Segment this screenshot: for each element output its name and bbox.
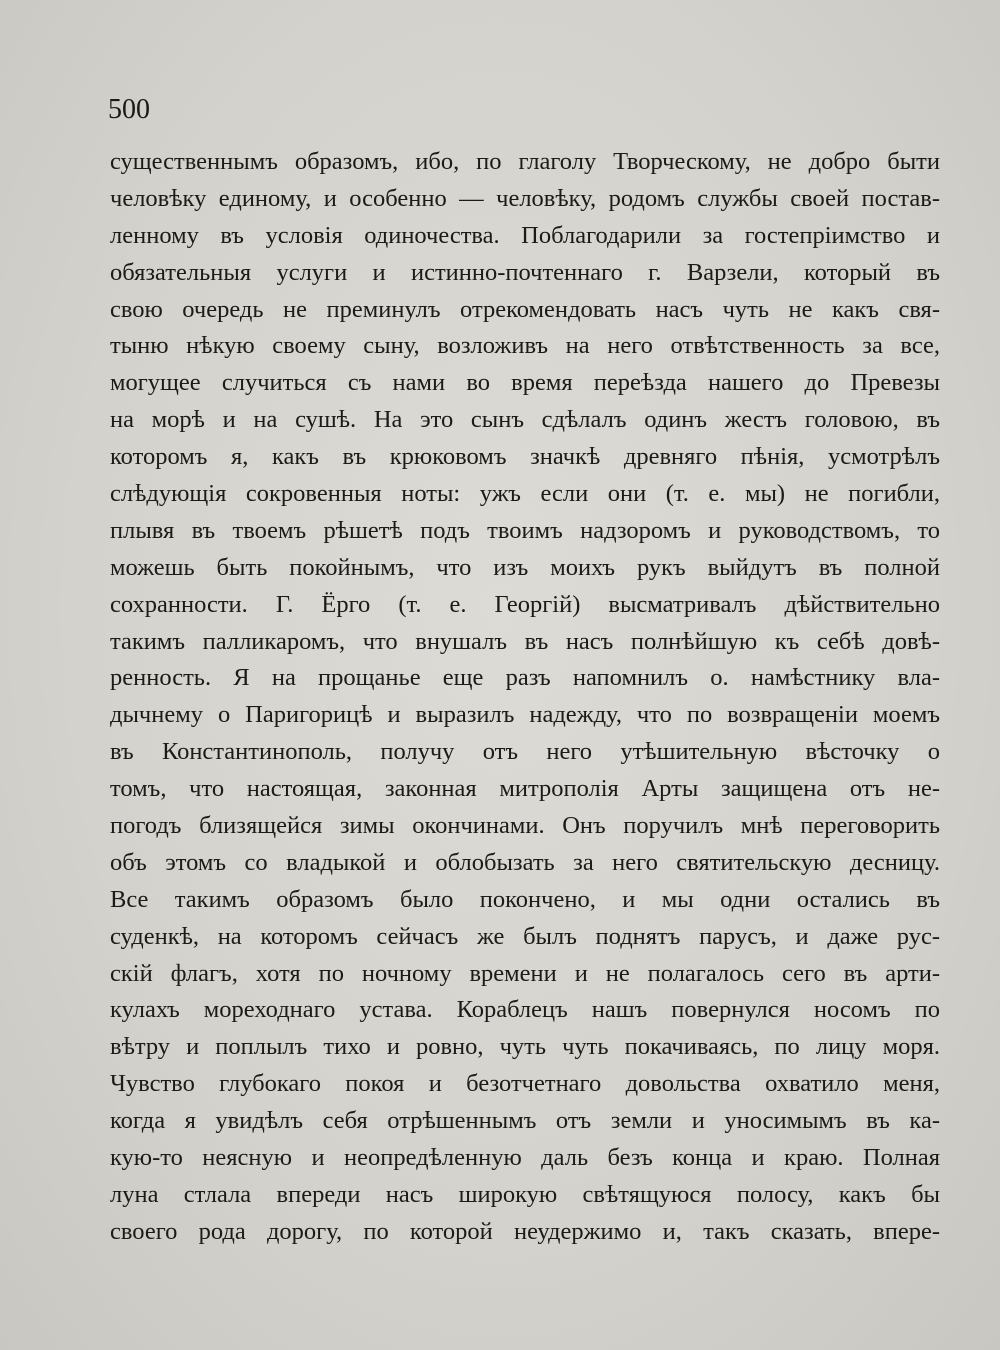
text-line: скій флагъ, хотя по ночному времени и не полагалось сего въ арти-: [110, 959, 940, 987]
text-line: человѣку единому, и особенно — человѣку, родомъ службы своей постав-: [110, 184, 940, 212]
text-line: луна стлала впереди насъ широкую свѣтящуюся полосу, какъ бы: [110, 1180, 940, 1208]
page-number: 500: [108, 94, 150, 125]
text-line: суденкѣ, на которомъ сейчасъ же былъ поднятъ парусъ, и даже рус-: [110, 922, 940, 950]
text-line: томъ, что настоящая, законная митрополія Арты защищена отъ не-: [110, 775, 940, 803]
text-line: дычнему о Паригорицѣ и выразилъ надежду, что по возвращеніи моемъ: [110, 701, 940, 729]
text-line: свою очередь не преминулъ отрекомендовать насъ чуть не какъ свя-: [110, 295, 940, 323]
text-line: могущее случиться съ нами во время переѣзда нашего до Превезы: [110, 369, 940, 397]
text-line: такимъ палликаромъ, что внушалъ въ насъ полнѣйшую къ себѣ довѣ-: [110, 627, 940, 655]
text-line: въ Константинополь, получу отъ него утѣшительную вѣсточку о: [110, 738, 940, 766]
text-line: обязательныя услуги и истинно-почтеннаго г. Варзели, который въ: [110, 258, 940, 286]
text-line: кую-то неясную и неопредѣленную даль безъ конца и краю. Полная: [110, 1144, 940, 1172]
text-line: слѣдующія сокровенныя ноты: ужъ если они (т. е. мы) не погибли,: [110, 480, 940, 508]
text-line: своего рода дорогу, по которой неудержимо и, такъ сказать, впере-: [110, 1217, 940, 1245]
text-line: на морѣ и на сушѣ. На это сынъ сдѣлалъ одинъ жестъ головою, въ: [110, 406, 940, 434]
text-line: можешь быть покойнымъ, что изъ моихъ рукъ выйдутъ въ полной: [110, 553, 940, 581]
text-line: которомъ я, какъ въ крюковомъ значкѣ древняго пѣнія, усмотрѣлъ: [110, 443, 940, 471]
text-line: плывя въ твоемъ рѣшетѣ подъ твоимъ надзоромъ и руководствомъ, то: [110, 516, 940, 544]
text-line: Чувство глубокаго покоя и безотчетнаго довольства охватило меня,: [110, 1070, 940, 1098]
text-line: сохранности. Г. Ёрго (т. е. Георгій) высматривалъ дѣйствительно: [110, 590, 940, 618]
text-line: погодъ близящейся зимы окончинами. Онъ поручилъ мнѣ переговорить: [110, 812, 940, 840]
text-line: существеннымъ образомъ, ибо, по глаголу Творческому, не добро быти: [110, 148, 940, 175]
text-line: тыню нѣкую своему сыну, возложивъ на него отвѣтственность за все,: [110, 332, 940, 360]
text-line: кулахъ мореходнаго устава. Кораблецъ нашъ повернулся носомъ по: [110, 996, 940, 1024]
text-line: ленному въ условія одиночества. Поблагодарили за гостепріимство и: [110, 221, 940, 249]
text-line: Все такимъ образомъ было покончено, и мы одни остались въ: [110, 885, 940, 913]
text-line: вѣтру и поплылъ тихо и ровно, чуть чуть покачиваясь, по лицу моря.: [110, 1033, 940, 1061]
body-text: [110, 144, 940, 1251]
text-line: объ этомъ со владыкой и облобызать за него святительскую десницу.: [110, 848, 940, 876]
text-line: ренность. Я на прощанье еще разъ напомнилъ о. намѣстнику вла-: [110, 664, 940, 692]
text-line: когда я увидѣлъ себя отрѣшеннымъ отъ земли и уносимымъ въ ка-: [110, 1107, 940, 1135]
